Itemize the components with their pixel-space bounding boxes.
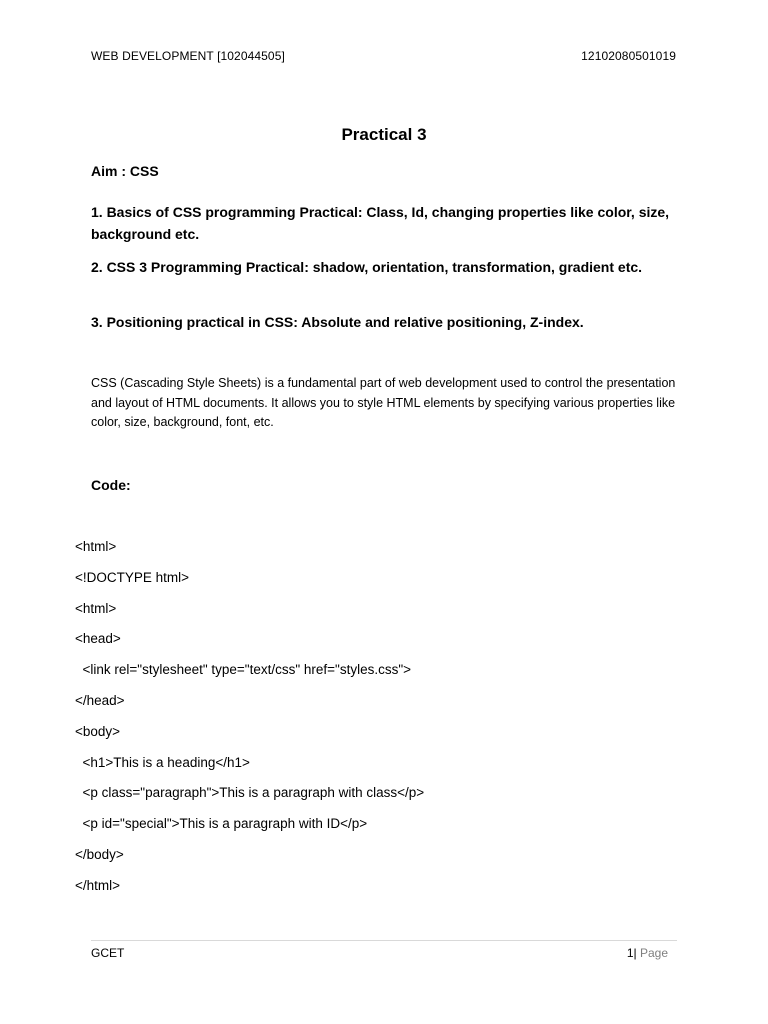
code-line: <html> [75, 600, 117, 616]
code-line: <link rel="stylesheet" type="text/css" href="styles.css"> [75, 662, 412, 678]
page-number: 1 [626, 946, 634, 960]
code-block [75, 538, 424, 908]
code-line: <p id="special">This is a paragraph with ID</p> [75, 816, 368, 832]
code-line: </head> [75, 692, 125, 708]
code-line: <!DOCTYPE html> [75, 569, 190, 585]
code-line: <body> [75, 723, 121, 739]
page-word: Page [639, 946, 668, 960]
code-line: <head> [75, 631, 121, 647]
code-line: </body> [75, 846, 124, 862]
footer-divider [91, 940, 677, 941]
code-line: <html> [75, 539, 117, 554]
task-item-1: 1. Basics of CSS programming Practical: Class, Id, changing properties like color, size, background etc. [91, 204, 670, 242]
page-title: Practical 3 [341, 125, 427, 144]
intro-paragraph: CSS (Cascading Style Sheets) is a fundamental part of web development used to control the presentation and layout of HTML documents. It allows you to style HTML elements by specifying various properties like color, size, background, font, etc. [91, 376, 676, 429]
header-enrollment: 12102080501019 [581, 49, 676, 63]
code-line: </html> [75, 877, 121, 893]
aim-heading: Aim : CSS [91, 163, 159, 179]
page-separator: | [633, 946, 637, 960]
task-item-3: 3. Positioning practical in CSS: Absolute and relative positioning, Z-index. [91, 314, 584, 330]
code-line: <p class="paragraph">This is a paragraph with class</p> [75, 785, 425, 801]
code-line: <h1>This is a heading</h1> [75, 754, 250, 770]
task-item-2: 2. CSS 3 Programming Practical: shadow, orientation, transformation, gradient etc. [91, 259, 643, 275]
footer-institute: GCET [91, 946, 125, 960]
code-heading: Code: [91, 477, 131, 493]
footer-page-indicator [627, 946, 668, 960]
header-course: WEB DEVELOPMENT [102044505] [91, 49, 285, 63]
